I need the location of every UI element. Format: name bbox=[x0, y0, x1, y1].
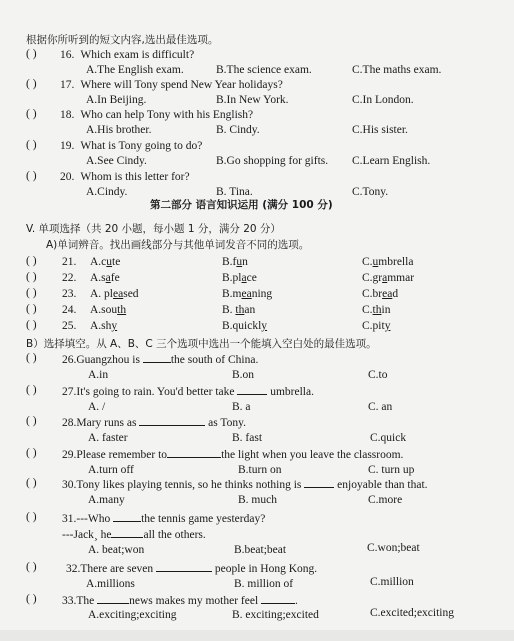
sectionA-title: A)单词辨音。找出画线部分与其他单词发音不同的选项。 bbox=[46, 239, 310, 251]
word-part: B.f bbox=[222, 256, 237, 268]
word-part: C. bbox=[362, 304, 373, 316]
option-b: B. a bbox=[232, 401, 251, 413]
word-part: sed bbox=[123, 288, 139, 300]
underlined-sound: y bbox=[261, 320, 268, 332]
question-number: 31. bbox=[62, 513, 77, 525]
option-a: A.His brother. bbox=[86, 124, 152, 136]
option-b: B.In New York. bbox=[216, 94, 289, 106]
stem-text: Please remember to bbox=[76, 449, 168, 461]
word-part: A.s bbox=[90, 272, 106, 284]
answer-paren[interactable]: ( ) bbox=[26, 170, 37, 182]
option-a: A. / bbox=[88, 401, 106, 413]
underlined-sound: y bbox=[384, 320, 391, 332]
answer-blank bbox=[261, 593, 295, 604]
question-number: 17. bbox=[60, 79, 75, 91]
stem-text: ---Jack¸ he bbox=[62, 529, 112, 541]
question-33-stem bbox=[62, 593, 298, 608]
stem-text: There are seven bbox=[80, 563, 157, 575]
question-16-stem bbox=[60, 48, 194, 62]
stem-text: Mary runs as bbox=[76, 417, 140, 429]
word-part: B.pl bbox=[222, 272, 242, 284]
word-part: ning bbox=[251, 288, 273, 300]
question-28-stem bbox=[62, 415, 246, 430]
option-a bbox=[90, 319, 117, 333]
option-a: A. faster bbox=[88, 432, 128, 444]
option-a: A.in bbox=[88, 369, 109, 381]
option-a: A.The English exam. bbox=[86, 64, 184, 76]
option-a: A.Cindy. bbox=[86, 186, 128, 198]
question-number: 21. bbox=[62, 256, 77, 268]
option-c: C.excited;exciting bbox=[370, 607, 454, 619]
underlined-sound: ea bbox=[241, 288, 252, 300]
option-a: A.See Cindy. bbox=[86, 155, 147, 167]
stem-text: people in Hong Kong. bbox=[212, 563, 318, 575]
word-part: ce bbox=[246, 272, 257, 284]
option-c: C. an bbox=[368, 401, 393, 413]
underlined-sound: a bbox=[105, 272, 111, 284]
word-part: A.c bbox=[90, 256, 107, 268]
word-part: C.br bbox=[362, 288, 383, 300]
question-number: 18. bbox=[60, 109, 75, 121]
listening-instructions: 根据你所听到的短文内容,选出最佳选项。 bbox=[26, 34, 219, 46]
question-number: 22. bbox=[62, 272, 77, 284]
question-31-line2 bbox=[62, 527, 206, 542]
stem-text: Which exam is difficult? bbox=[80, 49, 195, 61]
answer-paren[interactable]: ( ) bbox=[26, 384, 37, 396]
word-part: B. bbox=[222, 304, 236, 316]
stem-text: Tony likes playing tennis, so he thinks nothing is bbox=[76, 479, 305, 491]
word-part: C. bbox=[362, 256, 373, 268]
option-b: B.Go shopping for gifts. bbox=[216, 155, 329, 167]
option-c: C.Tony. bbox=[352, 186, 389, 198]
underlined-sound: u bbox=[236, 256, 243, 268]
answer-blank bbox=[139, 415, 205, 426]
stem-text: the tennis game yesterday? bbox=[141, 513, 266, 525]
option-c: C.to bbox=[368, 369, 388, 381]
option-a bbox=[90, 255, 120, 269]
question-number: 23. bbox=[62, 288, 77, 300]
sectionB-title: B）选择填空。从 A、B、C 三个选项中选出一个能填入空白处的最佳选项。 bbox=[26, 338, 377, 350]
option-b: B. much bbox=[238, 494, 277, 506]
answer-paren[interactable]: ( ) bbox=[26, 78, 37, 90]
question-number: 16. bbox=[60, 49, 75, 61]
option-a bbox=[90, 287, 139, 301]
part2-title: 第二部分 语言知识运用 (满分 100 分) bbox=[150, 199, 333, 211]
answer-paren[interactable]: ( ) bbox=[26, 108, 37, 120]
stem-text: ---Who bbox=[76, 513, 114, 525]
stem-text: What is Tony going to do? bbox=[80, 140, 203, 152]
question-20-stem bbox=[60, 170, 190, 184]
option-c: C.In London. bbox=[352, 94, 414, 106]
option-a bbox=[90, 271, 120, 285]
question-18-stem bbox=[60, 108, 253, 122]
word-part: an bbox=[244, 304, 256, 316]
stem-text: enjoyable than that. bbox=[334, 479, 428, 491]
underlined-sound: th bbox=[372, 304, 382, 316]
answer-blank bbox=[237, 384, 267, 395]
option-b bbox=[222, 271, 257, 285]
answer-paren[interactable]: ( ) bbox=[26, 271, 37, 283]
answer-paren[interactable]: ( ) bbox=[26, 352, 37, 364]
answer-paren[interactable]: ( ) bbox=[26, 415, 37, 427]
answer-blank bbox=[143, 352, 171, 363]
question-number: 25. bbox=[62, 320, 77, 332]
underlined-sound: ea bbox=[113, 288, 124, 300]
option-b: B.beat;beat bbox=[234, 544, 287, 556]
option-b: B. Cindy. bbox=[216, 124, 260, 136]
option-c: C.quick bbox=[370, 432, 407, 444]
answer-paren[interactable]: ( ) bbox=[26, 511, 37, 523]
answer-paren[interactable]: ( ) bbox=[26, 561, 37, 573]
question-number: 32. bbox=[66, 563, 81, 575]
option-b: B. exciting;excited bbox=[232, 609, 319, 621]
answer-blank bbox=[156, 561, 212, 572]
option-b bbox=[222, 303, 255, 317]
option-c: C.His sister. bbox=[352, 124, 408, 136]
answer-blank bbox=[304, 477, 334, 488]
answer-paren[interactable]: ( ) bbox=[26, 255, 37, 267]
option-a: A.In Beijing. bbox=[86, 94, 147, 106]
question-number: 20. bbox=[60, 171, 75, 183]
stem-text: all the others. bbox=[143, 529, 206, 541]
option-c bbox=[362, 303, 390, 317]
option-c: C. turn up bbox=[368, 464, 415, 476]
option-c: C.more bbox=[368, 494, 403, 506]
answer-paren[interactable]: ( ) bbox=[26, 139, 37, 151]
answer-blank bbox=[111, 527, 143, 538]
word-part: A. pl bbox=[90, 288, 113, 300]
word-part: B.m bbox=[222, 288, 242, 300]
question-number: 27. bbox=[62, 386, 77, 398]
option-c: C.won;beat bbox=[367, 542, 420, 554]
option-b: B.turn on bbox=[238, 464, 282, 476]
stem-text: It's going to rain. You'd better take bbox=[76, 386, 238, 398]
word-part: mbrella bbox=[378, 256, 414, 268]
question-31-stem bbox=[62, 511, 265, 526]
stem-text: Where will Tony spend New Year holidays? bbox=[80, 79, 283, 91]
option-c bbox=[362, 287, 398, 301]
answer-paren[interactable]: ( ) bbox=[26, 477, 37, 489]
question-29-stem bbox=[62, 447, 403, 462]
answer-paren[interactable]: ( ) bbox=[26, 303, 37, 315]
option-c bbox=[362, 319, 390, 333]
underlined-sound: u bbox=[372, 256, 379, 268]
answer-paren[interactable]: ( ) bbox=[26, 319, 37, 331]
word-part: d bbox=[392, 288, 399, 300]
option-a bbox=[90, 303, 126, 317]
option-b: B.on bbox=[232, 369, 255, 381]
stem-text: Who can help Tony with his English? bbox=[80, 109, 254, 121]
word-part: n bbox=[242, 256, 248, 268]
answer-blank bbox=[97, 593, 129, 604]
option-a: A.many bbox=[88, 494, 125, 506]
option-b bbox=[222, 255, 248, 269]
word-part: in bbox=[381, 304, 391, 316]
question-32-stem bbox=[66, 561, 317, 576]
underlined-sound: a bbox=[382, 272, 388, 284]
option-c bbox=[362, 271, 414, 285]
word-part: C.gr bbox=[362, 272, 383, 284]
stem-text: The bbox=[76, 595, 98, 607]
question-number: 30. bbox=[62, 479, 77, 491]
word-part: A.sh bbox=[90, 320, 112, 332]
word-part: te bbox=[112, 256, 121, 268]
question-number: 26. bbox=[62, 354, 77, 366]
answer-paren[interactable]: ( ) bbox=[26, 447, 37, 459]
underlined-sound: a bbox=[241, 272, 247, 284]
word-part: mmar bbox=[387, 272, 415, 284]
option-b bbox=[222, 319, 267, 333]
answer-paren[interactable]: ( ) bbox=[26, 287, 37, 299]
stem-text: as Tony. bbox=[205, 417, 247, 429]
question-number: 24. bbox=[62, 304, 77, 316]
question-26-stem bbox=[62, 352, 258, 367]
option-b bbox=[222, 287, 272, 301]
question-27-stem bbox=[62, 384, 314, 399]
underlined-sound: th bbox=[235, 304, 245, 316]
question-17-stem bbox=[60, 78, 283, 92]
underlined-sound: y bbox=[111, 320, 118, 332]
question-number: 28. bbox=[62, 417, 77, 429]
question-30-stem bbox=[62, 477, 428, 492]
option-c bbox=[362, 255, 413, 269]
stem-text: umbrella. bbox=[267, 386, 314, 398]
option-b: B.The science exam. bbox=[216, 64, 312, 76]
underlined-sound: ea bbox=[382, 288, 393, 300]
answer-paren[interactable]: ( ) bbox=[26, 593, 37, 605]
option-c: C.The maths exam. bbox=[352, 64, 442, 76]
word-part: C.pit bbox=[362, 320, 385, 332]
page-bottom-edge bbox=[0, 630, 514, 641]
word-part: B.quickl bbox=[222, 320, 262, 332]
section5-title: V. 单项选择（共 20 小题，每小题 1 分，满分 20 分） bbox=[26, 223, 281, 235]
option-c: C.Learn English. bbox=[352, 155, 431, 167]
option-a: A.millions bbox=[86, 578, 135, 590]
question-19-stem bbox=[60, 139, 202, 153]
option-a: A.turn off bbox=[88, 464, 134, 476]
stem-text: Guangzhou is bbox=[76, 354, 143, 366]
word-part: fe bbox=[110, 272, 120, 284]
option-c: C.million bbox=[370, 576, 414, 588]
underlined-sound: th bbox=[117, 304, 127, 316]
question-number: 19. bbox=[60, 140, 75, 152]
stem-text: the light when you leave the classroom. bbox=[221, 449, 404, 461]
option-a: A. beat;won bbox=[88, 544, 145, 556]
question-number: 33. bbox=[62, 595, 77, 607]
question-number: 29. bbox=[62, 449, 77, 461]
stem-text: the south of China. bbox=[170, 354, 259, 366]
stem-text: Whom is this letter for? bbox=[80, 171, 190, 183]
stem-text: . bbox=[295, 595, 298, 607]
option-a: A.exciting;exciting bbox=[88, 609, 177, 621]
stem-text: news makes my mother feel bbox=[129, 595, 262, 607]
option-b: B. million of bbox=[234, 578, 294, 590]
answer-blank bbox=[167, 447, 221, 458]
option-b: B. fast bbox=[232, 432, 263, 444]
option-b: B. Tina. bbox=[216, 186, 253, 198]
answer-paren[interactable]: ( ) bbox=[26, 48, 37, 60]
underlined-sound: u bbox=[106, 256, 113, 268]
word-part: A.sou bbox=[90, 304, 118, 316]
answer-blank bbox=[113, 511, 141, 522]
